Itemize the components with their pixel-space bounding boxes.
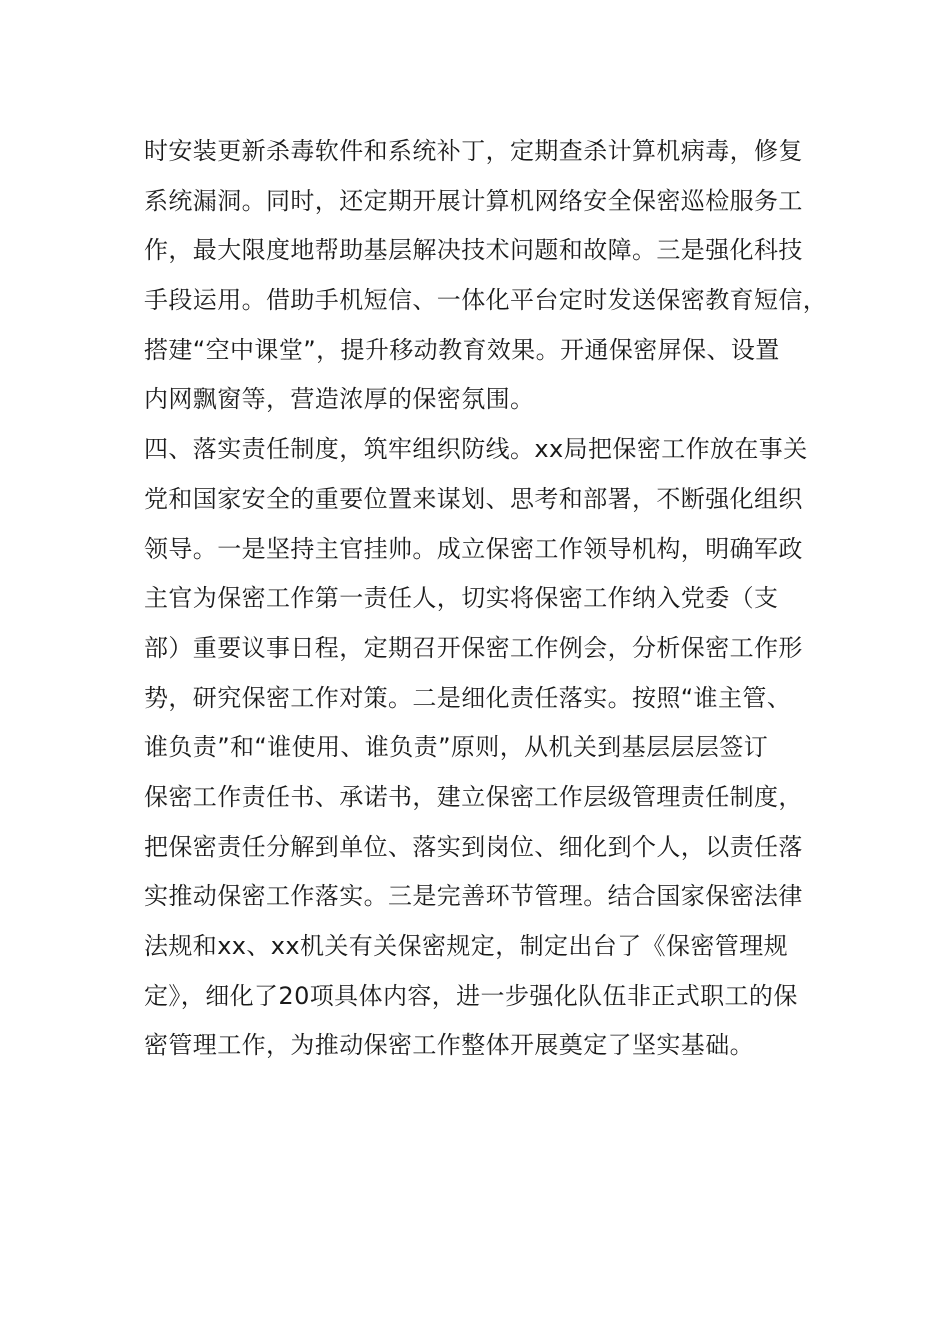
text-line: 作，最大限度地帮助基层解决技术问题和故障。三是强化科技 xyxy=(144,236,803,265)
document-body xyxy=(144,127,834,1071)
text-line: 领导。一是坚持主官挂帅。成立保密工作领导机构，明确军政 xyxy=(144,534,803,563)
text-line: 部）重要议事日程，定期召开保密工作例会，分析保密工作形 xyxy=(144,633,803,662)
section-heading-line: 四、落实责任制度，筑牢组织防线。xx局把保密工作放在事关 xyxy=(144,435,808,464)
text-line: 法规和xx、xx机关有关保密规定，制定出台了《保密管理规 xyxy=(144,932,789,960)
text-line: 保密工作责任书、承诺书，建立保密工作层级管理责任制度， xyxy=(144,782,803,811)
text-line: 系统漏洞。同时，还定期开展计算机网络安全保密巡检服务工 xyxy=(144,186,803,215)
text-line: 党和国家安全的重要位置来谋划、思考和部署，不断强化组织 xyxy=(144,484,803,513)
text-line: 把保密责任分解到单位、落实到岗位、细化到个人，以责任落 xyxy=(144,832,803,861)
text-line: 实推动保密工作落实。三是完善环节管理。结合国家保密法律 xyxy=(144,882,803,911)
text-line: 搭建“空中课堂”，提升移动教育效果。开通保密屏保、设置 xyxy=(144,335,780,364)
text-line: 定》，细化了20项具体内容，进一步强化队伍非正式职工的保 xyxy=(144,981,798,1010)
text-line: 手段运用。借助手机短信、一体化平台定时发送保密教育短信， xyxy=(144,286,828,315)
text-line: 势，研究保密工作对策。二是细化责任落实。按照“谁主管、 xyxy=(144,683,792,712)
text-line: 谁负责”和“谁使用、谁负责”原则，从机关到基层层层签订 xyxy=(144,733,769,762)
text-line: 主官为保密工作第一责任人，切实将保密工作纳入党委（支 xyxy=(144,584,779,613)
text-line: 时安装更新杀毒软件和系统补丁，定期查杀计算机病毒，修复 xyxy=(144,137,803,165)
text-line: 内网飘窗等，营造浓厚的保密氛围。 xyxy=(144,385,535,414)
text-line: 密管理工作，为推动保密工作整体开展奠定了坚实基础。 xyxy=(144,1031,754,1060)
